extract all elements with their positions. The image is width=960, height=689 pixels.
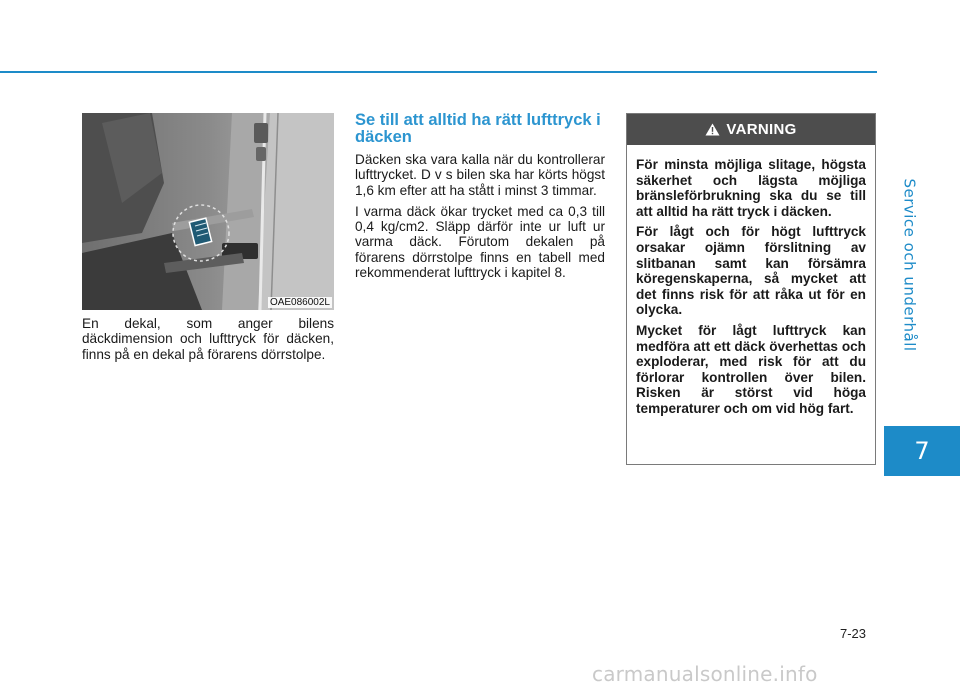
warning-triangle-icon: [705, 123, 720, 136]
section-side-label-text: Service och underhåll: [901, 178, 920, 352]
figure-code: OAE086002L: [269, 297, 330, 308]
chapter-tab: 7: [884, 426, 960, 476]
warning-header: [627, 114, 875, 145]
warning-box: [626, 113, 876, 465]
section-heading: Se till att alltid ha rätt lufttryck i däcken: [355, 111, 601, 146]
left-column: [82, 316, 334, 368]
warning-title: VARNING: [726, 121, 797, 138]
door-pillar-illustration: [82, 113, 334, 310]
middle-paragraph-2: I varma däck ökar trycket med ca 0,3 till 0,4 kg/cm2. Släpp därför inte ur luft ur varma däck. Förutom dekalen på förarens dörrstolpe finns en tabell med rekommenderat lufttryck i kapitel 8.: [355, 203, 605, 281]
watermark: carmanualsonline.info: [592, 662, 818, 686]
middle-paragraph-1: Däcken ska vara kalla när du kontrollerar lufttrycket. D v s bilen ska har körts högst 1,6 km efter att ha stått i minst 3 timmar.: [355, 152, 605, 198]
section-side-label: [896, 110, 924, 420]
warning-paragraph-2: För lågt och för högt lufttryck orsakar ojämn förslitning av slitbanan samt kan försämra köregenskaperna, så mycket att det finns risk för att råka ut för en olycka.: [636, 224, 866, 318]
page-number: 7-23: [840, 626, 867, 641]
middle-column: [355, 152, 605, 286]
warning-paragraph-3: Mycket för lågt lufttryck kan medföra att ett däck överhettas och exploderar, med risk för att du förlorar kontrollen över bilen. Risken är störst vid höga temperaturer och om vid hög fart.: [636, 322, 866, 416]
left-paragraph: En dekal, som anger bilens däckdimension och lufttryck för däcken, finns på en dekal på förarens dörrstolpe.: [82, 316, 334, 362]
warning-body: [627, 145, 875, 417]
top-rule: [0, 71, 877, 73]
warning-paragraph-1: För minsta möjliga slitage, högsta säkerhet och lägsta möjliga bränsleförbrukning ska du se till att alltid ha rätt tryck i däcken.: [636, 157, 866, 219]
door-pillar-drawing: [82, 113, 334, 310]
